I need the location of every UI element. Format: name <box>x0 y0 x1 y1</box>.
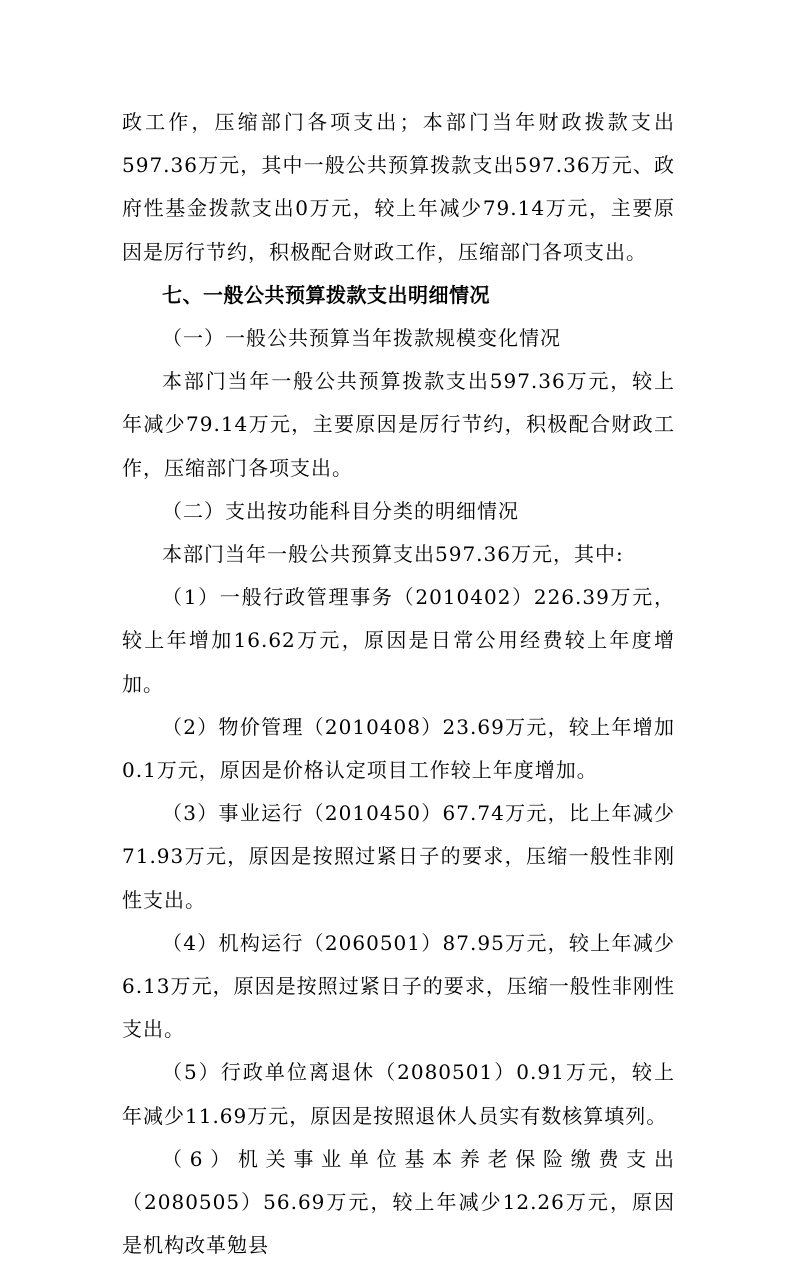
list-item-1: （1）一般行政管理事务（2010402）226.39万元，较上年增加16.62万元，原因是日常公用经费较上年度增加。 <box>122 585 675 696</box>
list-item-3: （3）事业运行（2010450）67.74万元，比上年减少71.93万元，原因是按照过紧日子的要求，压缩一般性非刚性支出。 <box>122 801 675 912</box>
list-item-5: （5）行政单位离退休（2080501）0.91万元，较上年减少11.69万元，原因是按照退休人员实有数核算填列。 <box>122 1060 675 1128</box>
sub-heading-2: （二）支出按功能科目分类的明细情况 <box>162 498 519 523</box>
document-body <box>122 101 675 1267</box>
sub-heading-1: （一）一般公共预算当年拨款规模变化情况 <box>162 326 561 351</box>
section-heading-7: 七、一般公共预算拨款支出明细情况 <box>162 282 490 307</box>
paragraph-budget-scale: 本部门当年一般公共预算拨款支出597.36万元，较上年减少79.14万元，主要原因是厉行节约，积极配合财政工作，压缩部门各项支出。 <box>122 369 675 480</box>
paragraph-expenditure-intro: 本部门当年一般公共预算支出597.36万元，其中: <box>162 542 624 567</box>
list-item-4: （4）机构运行（2060501）87.95万元，较上年减少6.13万元，原因是按照过紧日子的要求，压缩一般性非刚性支出。 <box>122 930 675 1042</box>
list-item-6: （6）机关事业单位基本养老保险缴费支出（2080505）56.69万元，较上年减少12.26万元，原因是机构改革勉县 <box>122 1146 675 1258</box>
list-item-2: （2）物价管理（2010408）23.69万元，较上年增加0.1万元，原因是价格认定项目工作较上年度增加。 <box>122 714 675 783</box>
paragraph-continuation: 政工作，压缩部门各项支出；本部门当年财政拨款支出597.36万元，其中一般公共预算拨款支出597.36万元、政府性基金拨款支出0万元，较上年减少79.14万元，主要原因是厉行节约，积极配合财政工作，压缩部门各项支出。 <box>122 110 675 264</box>
